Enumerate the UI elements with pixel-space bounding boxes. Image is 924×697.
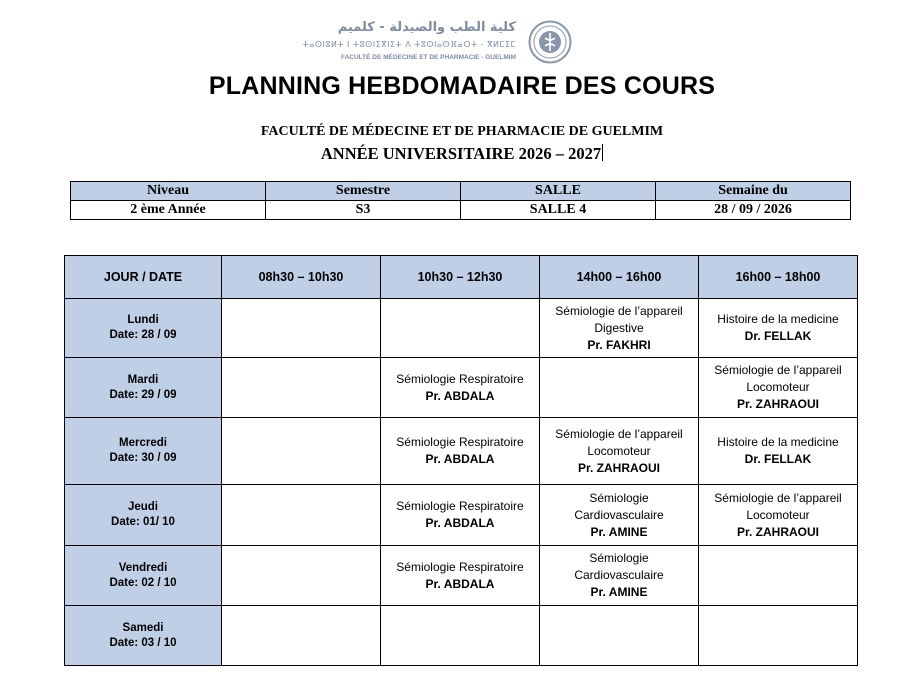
academic-year xyxy=(0,144,924,164)
day-cell xyxy=(65,358,222,418)
logo-tifinagh-text: ⵜⴰⵙⵏⵓⵍⵜ ⵏ ⵜⵓⵙⵏⵉⴳⵏⵉⵜ ⴷ ⵜⵓⵙⵏⴰⵙⴼⴰⵔⵜ - ⴳⵍⵎⵉⵎ xyxy=(302,40,516,49)
header-slot-2: 10h30 – 12h30 xyxy=(381,256,540,299)
day-date: Date: 28 / 09 xyxy=(109,329,177,341)
info-value-semestre: S3 xyxy=(266,201,461,220)
day-date: Date: 01/ 10 xyxy=(111,516,175,528)
course-cell xyxy=(222,418,381,485)
course-cell xyxy=(222,358,381,418)
professor-name: Pr. AMINE xyxy=(590,524,648,539)
day-date: Date: 03 / 10 xyxy=(109,636,177,649)
schedule-header-row xyxy=(65,256,858,299)
info-header-niveau: Niveau xyxy=(71,182,266,201)
professor-name: Pr. ZAHRAOUI xyxy=(736,397,819,411)
info-header-row xyxy=(71,182,851,201)
day-cell xyxy=(65,546,222,606)
professor-name: Pr. FAKHRI xyxy=(587,337,651,352)
course-name: Sémiologie de l’appareil xyxy=(714,490,842,505)
course-cell xyxy=(699,418,858,485)
day-date: Date: 30 / 09 xyxy=(109,452,177,464)
logo-french-text: FACULTÉ DE MÉDECINE ET DE PHARMACIE - GUELMIM xyxy=(340,54,516,61)
logo-arabic-text: كلية الطب والصيدلة - كلميم xyxy=(337,20,516,35)
course-name: Sémiologie de l’appareil xyxy=(555,303,683,318)
faculty-seal-icon xyxy=(528,20,572,64)
day-cell xyxy=(65,418,222,485)
day-name: Vendredi xyxy=(118,561,168,574)
header-slot-3: 14h00 – 16h00 xyxy=(540,256,699,299)
course-cell xyxy=(699,546,858,606)
course-name: Cardiovasculaire xyxy=(574,507,664,522)
professor-name: Dr. FELLAK xyxy=(744,329,812,343)
course-name: Sémiologie Respiratoire xyxy=(396,499,524,513)
schedule-table xyxy=(64,255,858,666)
day-cell xyxy=(65,606,222,666)
day-name: Mercredi xyxy=(119,437,167,449)
course-cell xyxy=(222,299,381,358)
course-name: Sémiologie de l’appareil xyxy=(555,426,683,441)
day-name: Samedi xyxy=(122,621,164,634)
course-name: Sémiologie Respiratoire xyxy=(396,435,524,449)
professor-name: Pr. ABDALA xyxy=(425,576,495,591)
course-cell xyxy=(381,606,540,666)
professor-name: Pr. ABDALA xyxy=(425,516,495,530)
academic-year-text: ANNÉE UNIVERSITAIRE 2026 – 2027 xyxy=(320,144,602,163)
info-table xyxy=(70,181,851,220)
course-cell xyxy=(222,546,381,606)
day-cell xyxy=(65,485,222,546)
course-name: Histoire de la medicine xyxy=(717,435,839,449)
text-cursor xyxy=(602,144,603,161)
course-name: Digestive xyxy=(594,320,644,335)
course-cell xyxy=(699,358,858,418)
info-value-niveau: 2 ème Année xyxy=(71,201,266,220)
professor-name: Pr. ZAHRAOUI xyxy=(577,460,660,475)
info-value-salle: SALLE 4 xyxy=(461,201,656,220)
info-header-semestre: Semestre xyxy=(266,182,461,201)
course-cell xyxy=(381,546,540,606)
day-cell xyxy=(65,299,222,358)
course-name: Locomoteur xyxy=(587,443,651,458)
course-name: Histoire de la medicine xyxy=(717,312,839,326)
course-name: Sémiologie Respiratoire xyxy=(396,559,524,574)
info-header-salle: SALLE xyxy=(461,182,656,201)
course-cell xyxy=(381,358,540,418)
course-name: Locomoteur xyxy=(746,507,810,522)
course-name: Sémiologie Respiratoire xyxy=(396,371,524,386)
course-cell xyxy=(540,606,699,666)
course-cell xyxy=(540,418,699,485)
course-name: Sémiologie xyxy=(589,490,649,505)
course-cell xyxy=(699,299,858,358)
info-header-semaine: Semaine du xyxy=(656,182,851,201)
header-day: JOUR / DATE xyxy=(65,256,222,299)
course-cell xyxy=(381,485,540,546)
faculty-name: FACULTÉ DE MÉDECINE ET DE PHARMACIE DE GUELMIM xyxy=(260,124,664,139)
course-cell xyxy=(381,418,540,485)
course-name: Locomoteur xyxy=(746,380,810,394)
header-slot-1: 08h30 – 10h30 xyxy=(222,256,381,299)
day-date: Date: 02 / 10 xyxy=(109,576,177,589)
day-name: Lundi xyxy=(127,314,159,326)
table-row xyxy=(65,358,858,418)
course-cell xyxy=(699,485,858,546)
course-name: Cardiovasculaire xyxy=(574,568,664,582)
course-cell xyxy=(540,485,699,546)
faculty-logo xyxy=(302,18,580,68)
course-cell xyxy=(381,299,540,358)
day-date: Date: 29 / 09 xyxy=(109,388,177,401)
day-name: Mardi xyxy=(127,373,159,386)
day-name: Jeudi xyxy=(127,501,159,513)
course-name: Sémiologie xyxy=(589,551,649,565)
info-value-semaine: 28 / 09 / 2026 xyxy=(656,201,851,220)
professor-name: Pr. AMINE xyxy=(590,585,648,599)
info-value-row xyxy=(71,201,851,220)
table-row xyxy=(65,546,858,606)
course-cell xyxy=(222,485,381,546)
course-cell xyxy=(540,299,699,358)
professor-name: Pr. ABDALA xyxy=(425,388,495,403)
page-title: PLANNING HEBDOMADAIRE DES COURS xyxy=(208,72,716,100)
course-cell xyxy=(540,546,699,606)
professor-name: Dr. FELLAK xyxy=(744,452,812,466)
professor-name: Pr. ABDALA xyxy=(425,452,495,466)
table-row xyxy=(65,299,858,358)
table-row xyxy=(65,418,858,485)
course-cell xyxy=(540,358,699,418)
course-name: Sémiologie de l’appareil xyxy=(714,363,842,377)
table-row xyxy=(65,485,858,546)
table-row xyxy=(65,606,858,666)
header-slot-4: 16h00 – 18h00 xyxy=(699,256,858,299)
course-cell xyxy=(222,606,381,666)
professor-name: Pr. ZAHRAOUI xyxy=(736,524,819,539)
course-cell xyxy=(699,606,858,666)
